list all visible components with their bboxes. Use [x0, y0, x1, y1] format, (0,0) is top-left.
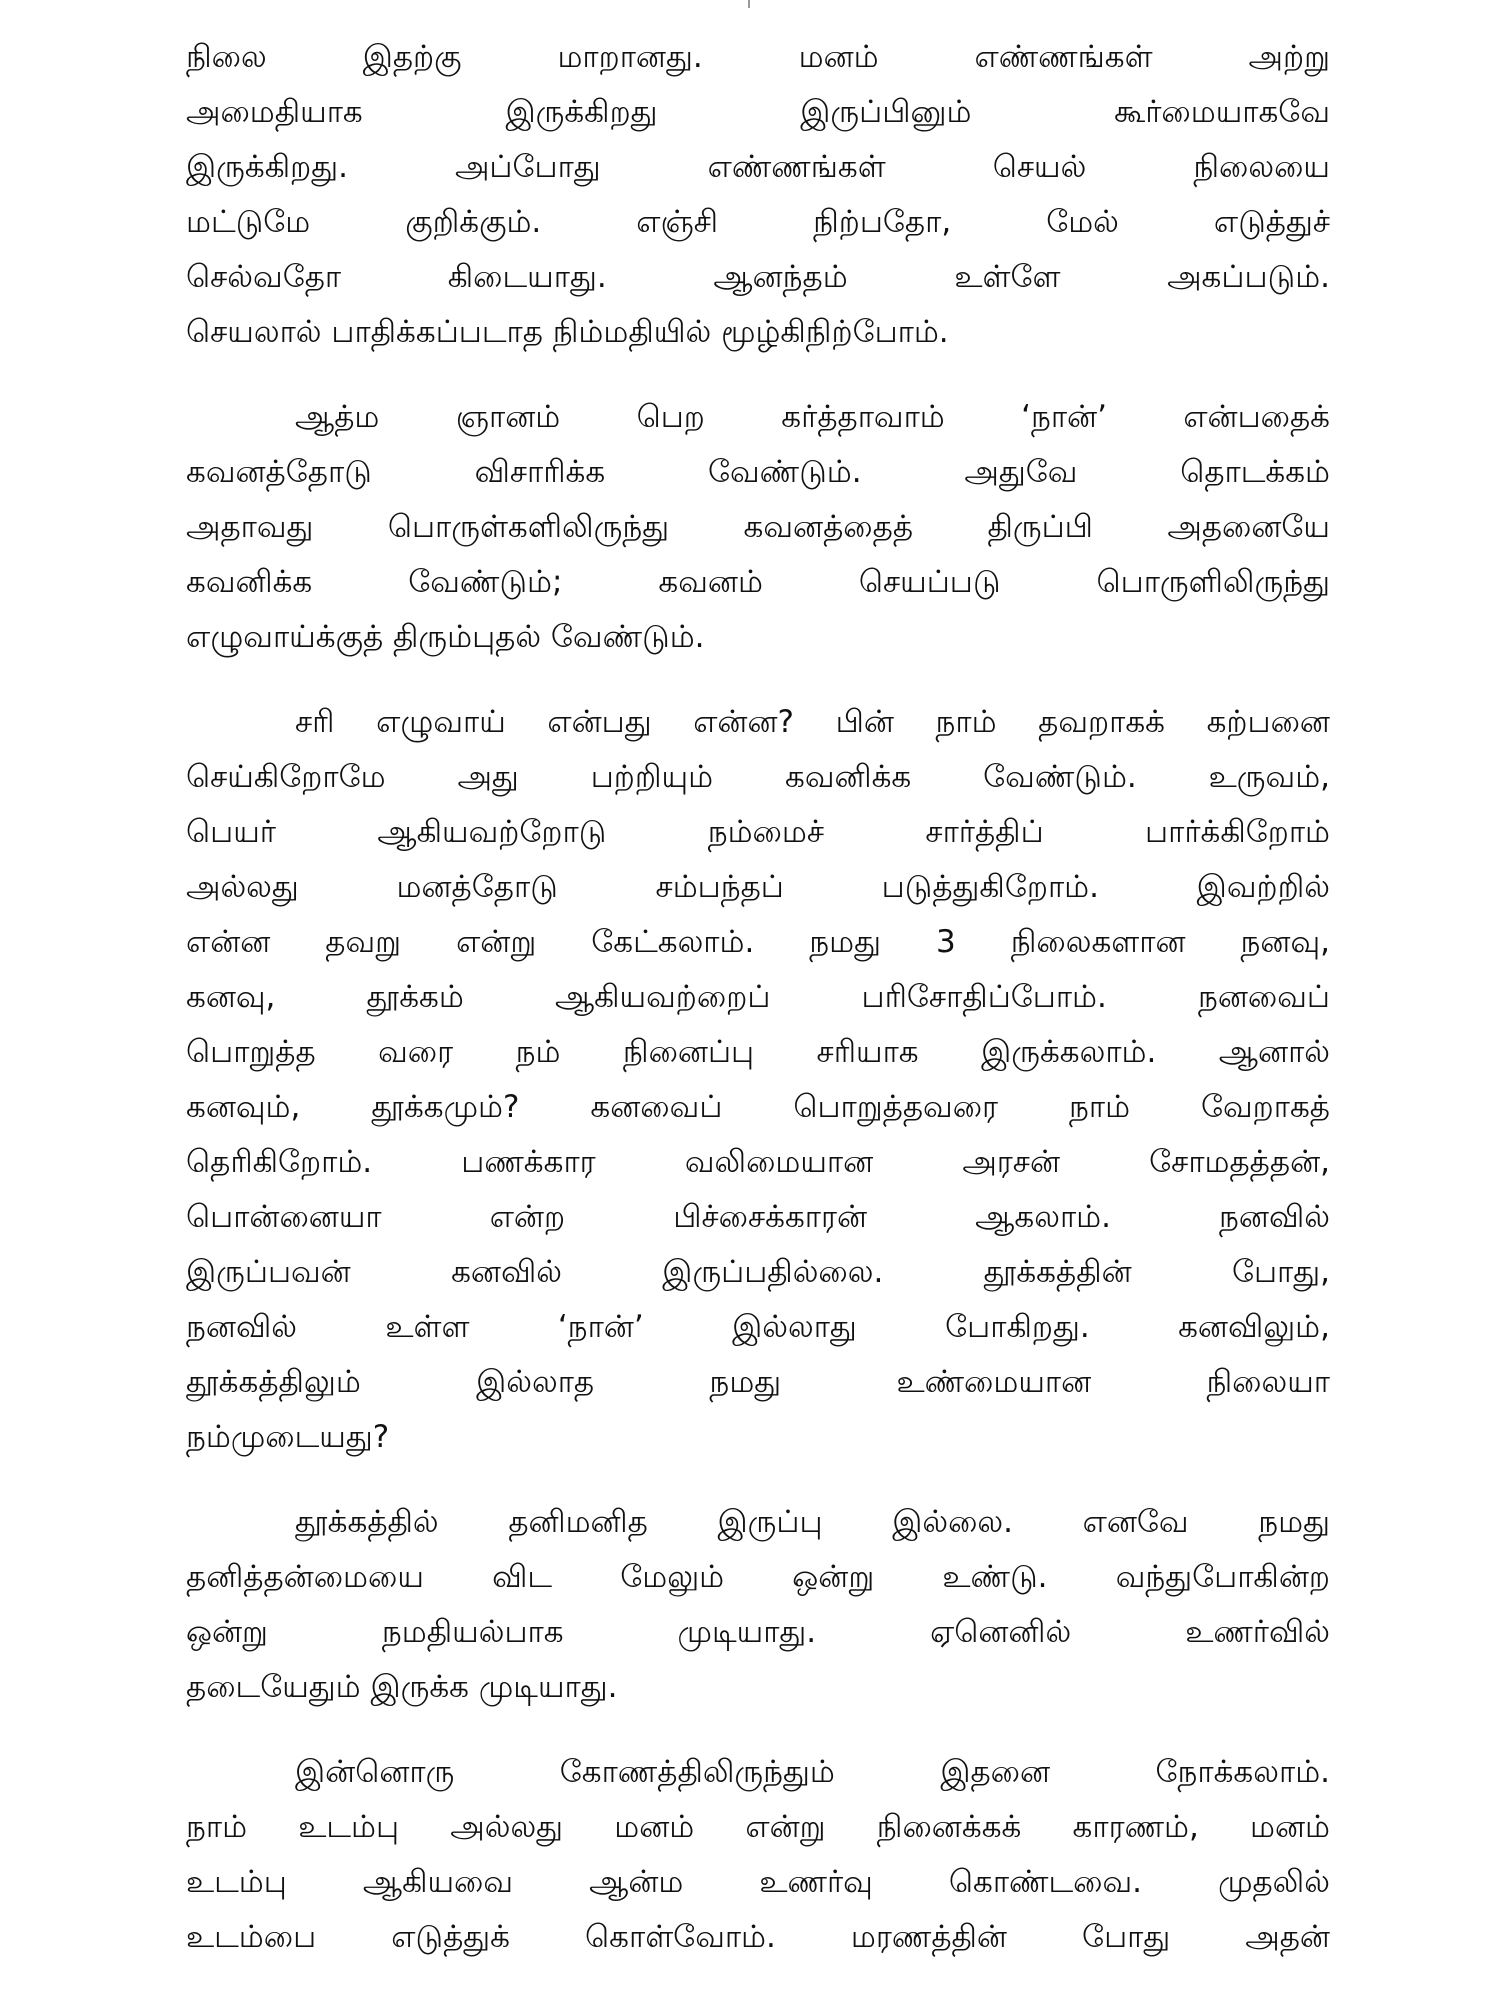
text-line: தடையேதும் இருக்க முடியாது. — [186, 1669, 618, 1705]
text-line: இருப்பவன் கனவில் இருப்பதில்லை. தூக்கத்தின் போது, — [186, 1254, 1330, 1290]
paragraph — [186, 30, 1330, 360]
text-line: கனவும், தூக்கமும்? கனவைப் பொறுத்தவரை நாம் வேறாகத் — [186, 1089, 1330, 1125]
text-line: நிலை இதற்கு மாறானது. மனம் எண்ணங்கள் அற்று — [186, 39, 1330, 75]
text-line: இன்னொரு கோணத்திலிருந்தும் இதனை நோக்கலாம். — [295, 1754, 1330, 1790]
text-line: பொறுத்த வரை நம் நினைப்பு சரியாக இருக்கலாம். ஆனால் — [186, 1034, 1330, 1070]
text-line: இருக்கிறது. அப்போது எண்ணங்கள் செயல் நிலையை — [186, 149, 1330, 185]
text-line: ஆத்ம ஞானம் பெற கர்த்தாவாம் ‘நான்’ என்பதைக் — [295, 399, 1330, 435]
text-line: செய்கிறோமே அது பற்றியும் கவனிக்க வேண்டும். உருவம், — [186, 759, 1330, 795]
text-line: நம்முடையது? — [186, 1419, 390, 1455]
text-line: அல்லது மனத்தோடு சம்பந்தப் படுத்துகிறோம். இவற்றில் — [186, 869, 1330, 905]
text-line: உடம்பை எடுத்துக் கொள்வோம். மரணத்தின் போது அதன் — [186, 1919, 1330, 1955]
text-line: தூக்கத்தில் தனிமனித இருப்பு இல்லை. எனவே நமது — [295, 1504, 1330, 1540]
text-line: நனவில் உள்ள ‘நான்’ இல்லாது போகிறது. கனவிலும், — [186, 1309, 1330, 1345]
text-line: தூக்கத்திலும் இல்லாத நமது உண்மையான நிலையா — [186, 1364, 1330, 1400]
paragraph — [186, 695, 1330, 1465]
scan-mark — [748, 0, 750, 8]
paragraph — [186, 390, 1330, 665]
text-line: பொன்னையா என்ற பிச்சைக்காரன் ஆகலாம். நனவில் — [186, 1199, 1330, 1235]
text-line: சரி எழுவாய் என்பது என்ன? பின் நாம் தவறாகக் கற்பனை — [295, 704, 1330, 740]
text-line: உடம்பு ஆகியவை ஆன்ம உணர்வு கொண்டவை. முதலில் — [186, 1864, 1330, 1900]
text-line: தனித்தன்மையை விட மேலும் ஒன்று உண்டு. வந்துபோகின்ற — [186, 1559, 1330, 1595]
text-line: பெயர் ஆகியவற்றோடு நம்மைச் சார்த்திப் பார்க்கிறோம் — [186, 814, 1330, 850]
text-line: கவனிக்க வேண்டும்; கவனம் செயப்படு பொருளிலிருந்து — [186, 564, 1330, 600]
paragraph — [186, 1495, 1330, 1715]
text-line: என்ன தவறு என்று கேட்கலாம். நமது 3 நிலைகளான நனவு, — [186, 924, 1330, 960]
text-line: கனவு, தூக்கம் ஆகியவற்றைப் பரிசோதிப்போம். நனவைப் — [186, 979, 1330, 1015]
text-line: தெரிகிறோம். பணக்கார வலிமையான அரசன் சோமதத்தன், — [186, 1144, 1330, 1180]
text-line: எழுவாய்க்குத் திரும்புதல் வேண்டும். — [186, 619, 705, 655]
text-line: ஒன்று நமதியல்பாக முடியாது. ஏனெனில் உணர்வில் — [186, 1614, 1330, 1650]
paragraph — [186, 1745, 1330, 1965]
text-line: செல்வதோ கிடையாது. ஆனந்தம் உள்ளே அகப்படும். — [186, 259, 1330, 295]
text-line: மட்டுமே குறிக்கும். எஞ்சி நிற்பதோ, மேல் எடுத்துச் — [186, 204, 1330, 240]
text-line: அமைதியாக இருக்கிறது இருப்பினும் கூர்மையாகவே — [186, 94, 1330, 130]
text-line: செயலால் பாதிக்கப்படாத நிம்மதியில் மூழ்கிநிற்போம். — [186, 314, 949, 350]
text-line: அதாவது பொருள்களிலிருந்து கவனத்தைத் திருப்பி அதனையே — [186, 509, 1330, 545]
document-page — [186, 30, 1330, 1995]
text-line: கவனத்தோடு விசாரிக்க வேண்டும். அதுவே தொடக்கம் — [186, 454, 1330, 490]
text-line: நாம் உடம்பு அல்லது மனம் என்று நினைக்கக் காரணம், மனம் — [186, 1809, 1330, 1845]
